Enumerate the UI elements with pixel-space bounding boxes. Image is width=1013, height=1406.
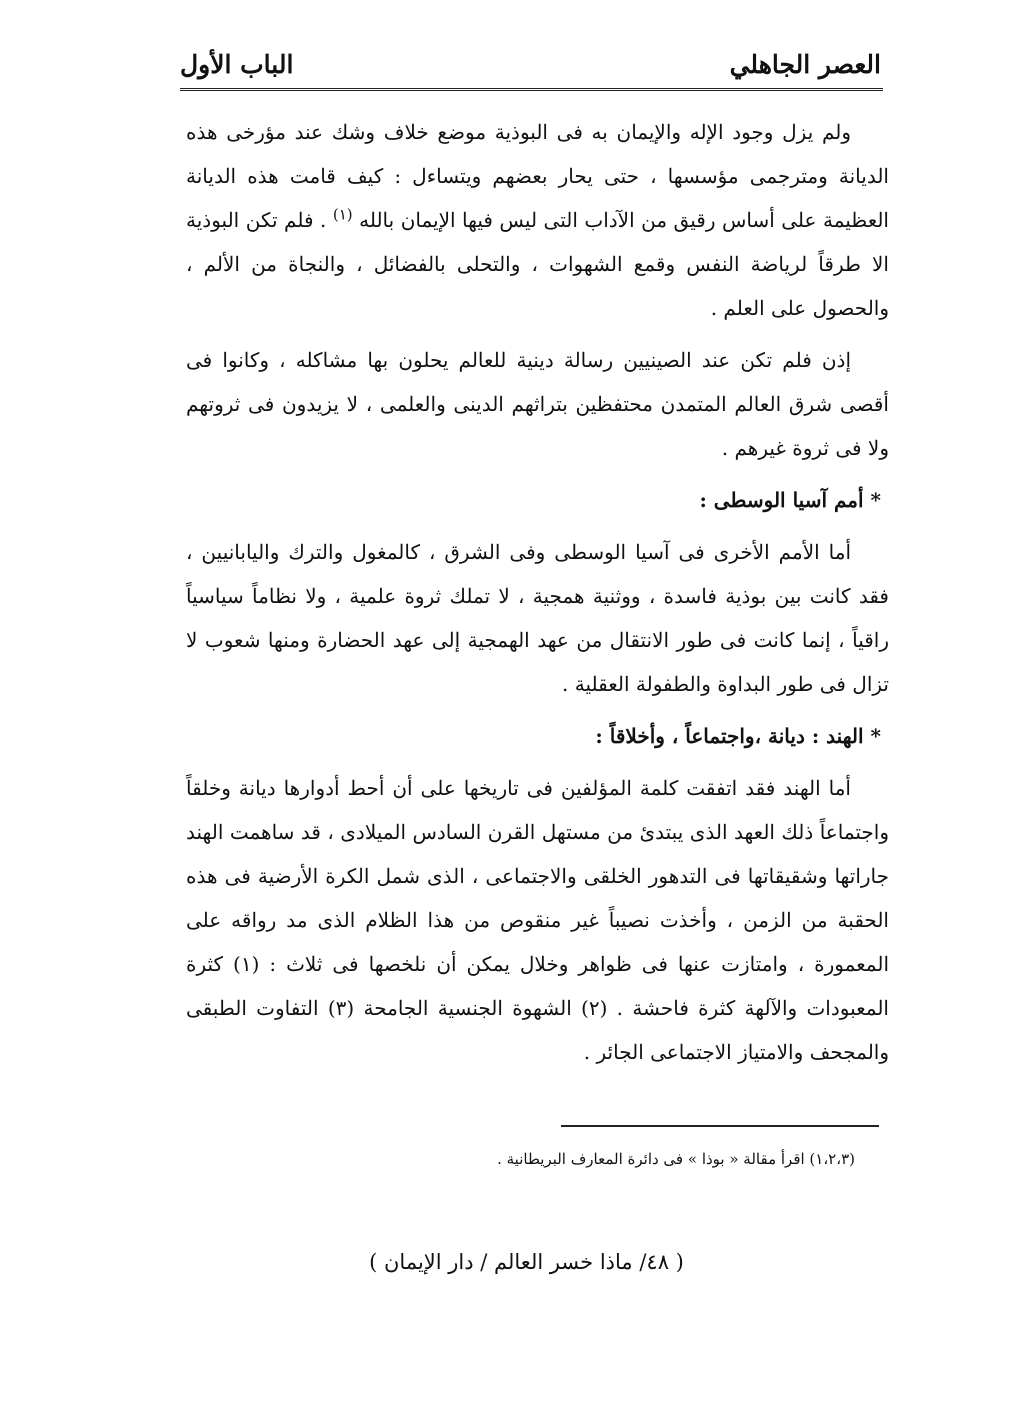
- running-header-chapter: الباب الأول: [180, 50, 294, 79]
- paragraph-buddhism-end: . فلم تكن البوذية الا طرقاً لرياضة النفس وقمع الشهوات ، والتحلى بالفضائل ، والنجاة من الألم ، والحصول على العلم .: [186, 208, 889, 320]
- subheading-india: * الهند : ديانة ،واجتماعاً ، وأخلاقاً :: [595, 724, 881, 748]
- page-footer: ( ٤٨/ ماذا خسر العالم / دار الإيمان ): [369, 1250, 684, 1274]
- header-divider: [180, 88, 883, 91]
- body-text: [186, 110, 889, 1082]
- paragraph-buddhism: [186, 110, 889, 330]
- running-header: [180, 48, 881, 88]
- paragraph-buddhism-text: ولم يزل وجود الإله والإيمان به فى البوذية موضع خلاف وشك عند مؤرخى هذه الديانة ومترجمى مؤسسها ، حتى يحار بعضهم ويتساءل : كيف قامت هذه الديانة العظيمة على أساس رقيق من الآداب التى ليس فيها الإيمان بالله: [186, 120, 889, 232]
- paragraph-china: إذن فلم تكن عند الصينيين رسالة دينية للعالم يحلون بها مشاكله ، وكانوا فى أقصى شرق العالم المتمدن محتفظين بتراثهم الدينى والعلمى ، لا يزيدون فى ثروتهم ولا فى ثروة غيرهم .: [186, 348, 889, 460]
- paragraph-india: أما الهند فقد اتفقت كلمة المؤلفين فى تاريخها على أن أحط أدوارها ديانة وخلقاً واجتماعاً ذلك العهد الذى يبتدئ من مستهل القرن السادس الميلادى ، قد ساهمت الهند جاراتها وشقيقاتها فى التدهور الخلقى والاجتماعى ، الذى شمل الكرة الأرضية فى هذه الحقبة من الزمن ، وأخذت نصيباً غير منقوص من هذا الظلام الذى مد رواقه على المعمورة ، وامتازت عنها فى ظواهر وخلال يمكن أن نلخصها فى ثلاث : (١) كثرة المعبودات والآلهة كثرة فاحشة . (٢) الشهوة الجنسية الجامحة (٣) التفاوت الطبقى والمجحف والامتياز الاجتماعى الجائر .: [186, 776, 890, 1064]
- footnote-divider: [561, 1125, 879, 1127]
- footnote-reference[interactable]: (١): [332, 205, 353, 224]
- footnote: (١،٢،٣) اقرأ مقالة « بوذا » فى دائرة المعارف البريطانية .: [497, 1150, 855, 1168]
- subheading-central-asia: * أمم آسيا الوسطى :: [699, 488, 881, 512]
- running-header-title: العصر الجاهلي: [729, 50, 881, 79]
- paragraph-central-asia: أما الأمم الأخرى فى آسيا الوسطى وفى الشرق ، كالمغول والترك واليابانيين ، فقد كانت بين بوذية فاسدة ، ووثنية همجية ، لا تملك ثروة علمية ، ولا نظاماً سياسياً راقياً ، إنما كانت فى طور الانتقال من عهد الهمجية إلى عهد الحضارة ومنها شعوب لا تزال فى طور البداوة والطفولة العقلية .: [186, 540, 889, 696]
